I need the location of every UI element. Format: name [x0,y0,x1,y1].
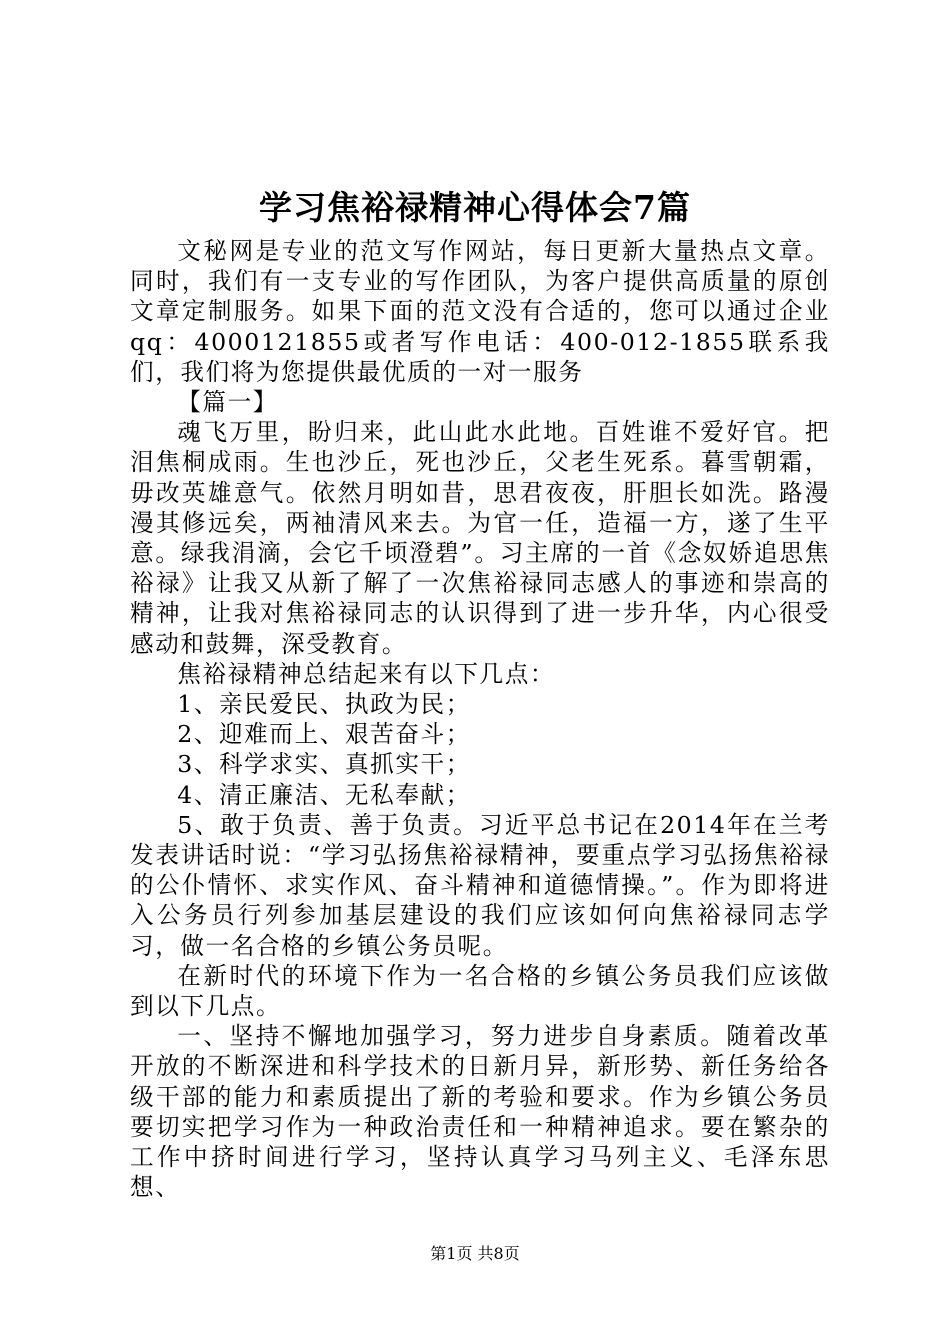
document-body [130,236,830,1203]
body-paragraph: 魂飞万里，盼归来，此山此水此地。百姓谁不爱好官。把泪焦桐成雨。生也沙丘，死也沙丘，父老生死系。暮雪朝霜，毋改英雄意气。依然月明如昔，思君夜夜，肝胆长如洗。路漫漫其修远矣，两袖清风来去。为官一任，造福一方，遂了生平意。绿我涓滴，会它千顷澄碧”。习主席的一首《念奴娇追思焦裕禄》让我又从新了解了一次焦裕禄同志感人的事迹和崇高的精神，让我对焦裕禄同志的认识得到了进一步升华，内心很受感动和鼓舞，深受教育。 [130,418,830,658]
list-item: 5、敢于负责、善于负责。习近平总书记在2014年在兰考发表讲话时说：“学习弘扬焦裕禄精神，要重点学习弘扬焦裕禄的公仆情怀、求实作风、奋斗精神和道德情操。”。作为即将进入公务员行列参加基层建设的我们应该如何向焦裕禄同志学习，做一名合格的乡镇公务员呢。 [130,810,830,960]
document-title: 学习焦裕禄精神心得体会7篇 [259,188,691,227]
page-footer: 第1页 共8页 [430,1244,520,1263]
body-paragraph: 在新时代的环境下作为一名合格的乡镇公务员我们应该做到以下几点。 [130,961,830,1021]
body-paragraph: 焦裕禄精神总结起来有以下几点： [177,659,556,688]
list-item: 4、清正廉洁、无私奉献； [177,780,471,809]
intro-paragraph: 文秘网是专业的范文写作网站，每日更新大量热点文章。同时，我们有一支专业的写作团队，为客户提供高质量的原创文章定制服务。如果下面的范文没有合适的，您可以通过企业qq：4000121855或者写作电话：400-012-1855联系我们，我们将为您提供最优质的一对一服务 [130,237,830,386]
body-paragraph: 一、坚持不懈地加强学习，努力进步自身素质。随着改革开放的不断深进和科学技术的日新月异，新形势、新任务给各级干部的能力和素质提出了新的考验和要求。作为乡镇公务员要切实把学习作为一种政治责任和一种精神追求。要在繁杂的工作中挤时间进行学习，坚持认真学习马列主义、毛泽东思想、 [130,1022,830,1202]
list-item: 2、迎难而上、艰苦奋斗； [177,720,471,749]
section-heading: 【篇一】 [177,388,278,417]
list-item: 1、亲民爱民、执政为民； [177,690,471,719]
list-item: 3、科学求实、真抓实干； [177,750,471,779]
